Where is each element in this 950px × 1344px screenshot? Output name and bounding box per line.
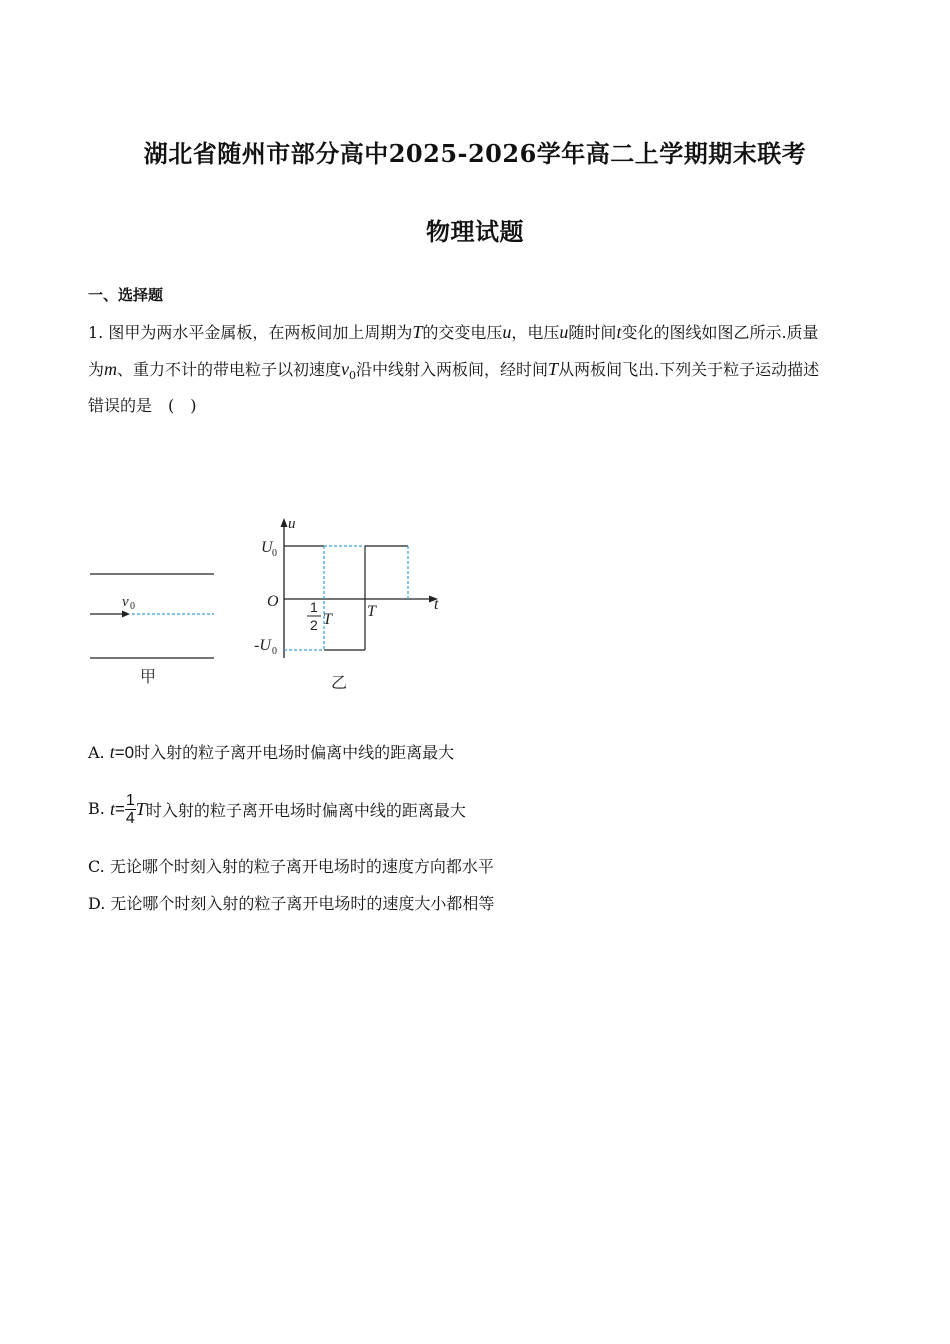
question-text: 为 <box>88 360 105 379</box>
question-line-3: 错误的是 ( ) <box>88 396 197 415</box>
equals-sign: = <box>114 799 125 819</box>
option-b-prefix: B. <box>88 799 105 818</box>
t-axis-label: t <box>434 596 439 613</box>
question-text: 变化的图线如图乙所示.质量 <box>621 323 819 342</box>
question-text: ，电压 <box>511 323 560 342</box>
title-line-2: 物理试题 <box>426 217 524 246</box>
half-T-denominator: 2 <box>310 617 318 633</box>
question-text: 、重力不计的带电粒子以初速度 <box>117 360 342 379</box>
symbol-t: t <box>109 742 115 762</box>
option-a-prefix: A. <box>88 743 105 762</box>
arrowhead-icon <box>122 611 130 618</box>
T-label: T <box>367 603 376 620</box>
label-yi: 乙 <box>331 673 348 692</box>
option-d[interactable]: D. 无论哪个时刻入射的粒子离开电场时的速度大小都相等 <box>88 894 495 913</box>
symbol-t: t <box>109 799 115 819</box>
option-a[interactable] <box>88 740 454 763</box>
question-text: 的交变电压 <box>422 323 503 342</box>
symbol-t: t <box>616 322 622 342</box>
symbol-T: T <box>135 799 146 819</box>
symbol-v-sub: 0 <box>349 369 357 383</box>
origin-label: O <box>267 593 279 610</box>
question-text: 沿中线射入两板间，经时间 <box>356 360 549 379</box>
label-jia: 甲 <box>140 667 157 686</box>
symbol-T: T <box>548 359 559 379</box>
negU0-label: -U <box>254 637 271 654</box>
section-heading: 一、选择题 <box>88 286 164 304</box>
option-b-text: 时入射的粒子离开电场时偏离中线的距离最大 <box>145 801 466 820</box>
title-line-1: 湖北省随州市部分高中2025-2026学年高二上学期期末联考 <box>143 139 807 168</box>
symbol-T: T <box>412 322 423 342</box>
symbol-u: u <box>559 322 569 342</box>
half-T-label: T <box>323 611 332 628</box>
question-number: 1. <box>88 323 104 342</box>
figure <box>80 500 460 700</box>
symbol-m: m <box>104 359 118 379</box>
question-line-1 <box>88 322 819 343</box>
v0-sub: 0 <box>130 601 135 612</box>
half-T-numerator: 1 <box>310 599 318 615</box>
u-axis-arrow-icon <box>281 518 288 527</box>
U0-label: U <box>261 539 273 556</box>
v0-label: v <box>122 594 129 610</box>
symbol-v: v <box>341 359 350 379</box>
option-c[interactable]: C. 无论哪个时刻入射的粒子离开电场时的速度方向都水平 <box>88 857 494 876</box>
option-b[interactable] <box>88 792 466 827</box>
u-axis-label: u <box>288 516 296 532</box>
fraction-numerator: 1 <box>125 792 135 809</box>
question-text: 图甲为两水平金属板，在两板间加上周期为 <box>108 323 413 342</box>
fraction-quarter <box>125 792 136 827</box>
U0-sub: 0 <box>272 548 277 559</box>
question-line-2 <box>88 359 819 386</box>
question-text: 随时间 <box>568 323 617 342</box>
symbol-u: u <box>502 322 512 342</box>
negU0-sub: 0 <box>272 646 277 657</box>
equals-zero: =0 <box>114 743 135 762</box>
question-text: 从两板间飞出.下列关于粒子运动描述 <box>558 360 820 379</box>
option-a-text: 时入射的粒子离开电场时偏离中线的距离最大 <box>134 743 455 762</box>
fraction-denominator: 4 <box>125 810 135 827</box>
